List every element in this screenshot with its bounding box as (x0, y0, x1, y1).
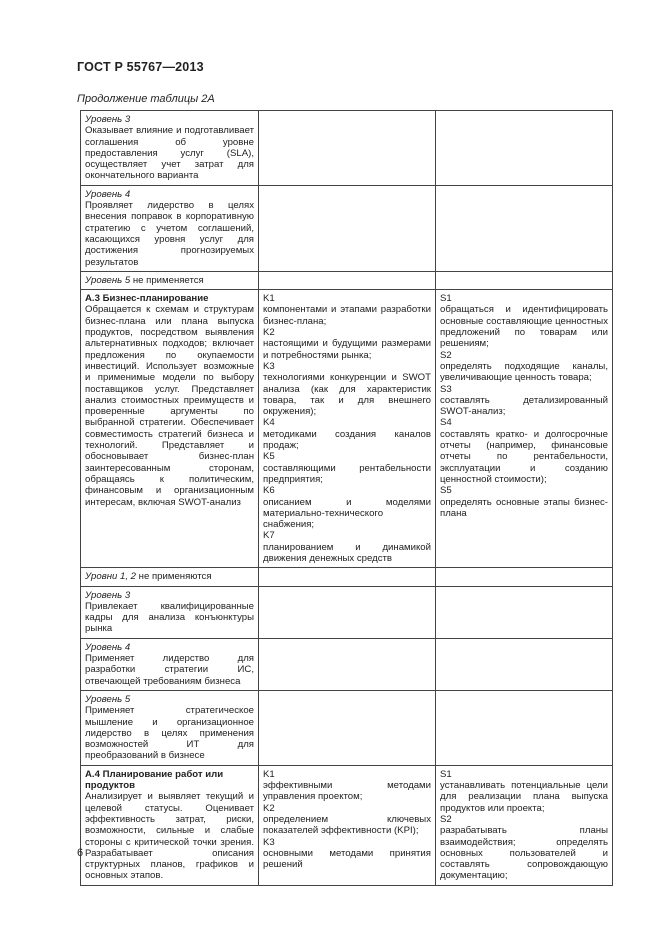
description-cell (81, 586, 259, 638)
knowledge-cell (259, 690, 436, 765)
table-row (81, 690, 613, 765)
skill-code: S1 (440, 293, 452, 305)
knowledge-text: основными методами принятия решений (263, 847, 431, 871)
not-applicable-text: не применяются (136, 571, 212, 583)
knowledge-cell (259, 111, 436, 186)
knowledge-code: K1 (263, 293, 275, 305)
knowledge-code: K2 (263, 327, 275, 339)
description-cell (81, 638, 259, 690)
skill-text: определять подходящие каналы, увеличивающие ценность товара; (440, 360, 608, 384)
knowledge-cell (259, 586, 436, 638)
skills-cell (436, 185, 613, 271)
level-label: Уровень 5 (85, 693, 131, 705)
skills-cell (436, 690, 613, 765)
table-row (81, 765, 613, 885)
skill-text: обращаться и идентифицировать основные составляющие ценностных предложений по товарам или решениям; (440, 304, 608, 350)
knowledge-text: методиками создания каналов продаж; (263, 428, 431, 452)
level-description: Оказывает влияние и подготавливает соглашения об уровне предоставления услуг (SLA), осуществляет учет затрат для окончательного варианта (85, 125, 254, 182)
knowledge-code: K4 (263, 417, 275, 429)
skills-cell (436, 765, 613, 885)
knowledge-text: эффективными методами управления проектом; (263, 780, 431, 803)
skill-code: S4 (440, 417, 452, 429)
level-description: Применяет лидерство для разработки стратегии ИС, отвечающей требованиям бизнеса (85, 653, 254, 687)
skills-cell (436, 111, 613, 186)
level-label: Уровень 3 (85, 114, 131, 125)
document-header: ГОСТ Р 55767—2013 (77, 60, 204, 74)
skill-text: составлять кратко- и долгосрочные отчеты (например, финансовые отчеты по рентабельности, эксплуатации и созданию ценностной стоимости); (440, 428, 608, 485)
knowledge-code: K7 (263, 530, 275, 542)
knowledge-cell (259, 765, 436, 885)
level-label: Уровень 4 (85, 188, 131, 200)
skills-cell (436, 271, 613, 289)
table-row (81, 271, 613, 289)
table-row (81, 586, 613, 638)
table-row (81, 290, 613, 568)
skill-text: составлять детализированный SWOT-анализ; (440, 394, 608, 418)
skill-code: S5 (440, 485, 452, 497)
description-cell (81, 765, 259, 885)
knowledge-cell (259, 568, 436, 586)
description-cell (81, 690, 259, 765)
section-title: А.3 Бизнес-планирование (85, 293, 209, 305)
section-description: Обращается к схемам и структурам бизнес-плана или плана выпуска продуктов, посредством выявления альтернативных подходов; включает предложения по окупаемости инвестиций. Использует возможные и применимые модели по выбору поставщиков услуг. Представляет анализ стоимостных преимуществ и проверенные аргументы по выбранной стратегии. Обеспечивает совместимость стратегий бизнеса и технологий. Представляет и обосновывает бизнес-план заинтересованным сторонам, обращаясь к политическим, финансовым и организационным интересам, включая SWOT-анализ (85, 304, 254, 508)
level-label: Уровни 1, 2 (85, 571, 136, 583)
skills-cell (436, 568, 613, 586)
competence-table (80, 110, 613, 886)
table-row (81, 111, 613, 186)
knowledge-text: определением ключевых показателей эффективности (KPI); (263, 813, 431, 837)
level-label: Уровень 5 (85, 274, 131, 286)
skill-text: определять основные этапы бизнес-плана (440, 496, 608, 519)
table-row (81, 185, 613, 271)
knowledge-text: компонентами и этапами разработки бизнес-плана; (263, 304, 431, 327)
page-number: 6 (77, 847, 84, 859)
level-description: Проявляет лидерство в целях внесения поправок в корпоративную стратегию с учетом соглашений, касающихся уровня услуг для достижения прогнозируемых результатов (85, 200, 254, 268)
description-cell (81, 271, 259, 289)
description-cell (81, 568, 259, 586)
description-cell (81, 290, 259, 568)
level-description: Применяет стратегическое мышление и организационное лидерство в целях применения возможностей ИТ для преобразований в бизнесе (85, 705, 254, 762)
table-caption: Продолжение таблицы 2А (77, 93, 215, 105)
level-label: Уровень 4 (85, 641, 131, 653)
skills-cell (436, 290, 613, 568)
table-row (81, 568, 613, 586)
knowledge-code: K5 (263, 451, 275, 463)
skill-code: S3 (440, 383, 452, 395)
skill-code: S2 (440, 349, 452, 361)
level-not-applicable (85, 571, 254, 582)
knowledge-code: K1 (263, 768, 275, 780)
knowledge-text: технологиями конкуренции и SWOT анализа (как для характеристик товара, так и для внешнего окружения); (263, 372, 431, 418)
level-not-applicable (85, 275, 254, 286)
section-title: А.4 Планирование работ или продуктов (85, 768, 224, 792)
knowledge-text: настоящими и будущими размерами и потребностями рынка; (263, 338, 431, 361)
knowledge-code: K6 (263, 485, 275, 497)
skills-cell (436, 586, 613, 638)
knowledge-text: описанием и моделями материально-технического снабжения; (263, 496, 431, 531)
knowledge-code: K3 (263, 836, 275, 848)
skill-text: устанавливать потенциальные цели для реализации плана выпуска продуктов или проекта; (440, 780, 608, 814)
knowledge-cell (259, 185, 436, 271)
knowledge-cell (259, 290, 436, 568)
skill-code: S2 (440, 813, 452, 825)
skill-text: разрабатывать планы взаимодействия; определять основных пользователей и составлять сопровождающую документацию; (440, 825, 608, 882)
knowledge-cell (259, 271, 436, 289)
knowledge-code: K3 (263, 360, 275, 372)
level-description: Привлекает квалифицированные кадры для анализа конъюнктуры рынка (85, 600, 254, 635)
description-cell (81, 185, 259, 271)
description-cell (81, 111, 259, 186)
not-applicable-text: не применяется (130, 274, 204, 286)
skill-code: S1 (440, 768, 452, 780)
knowledge-cell (259, 638, 436, 690)
level-label: Уровень 3 (85, 589, 131, 601)
table-row (81, 638, 613, 690)
skills-cell (436, 638, 613, 690)
knowledge-text: планированием и динамикой движения денежных средств (263, 541, 431, 564)
knowledge-text: составляющими рентабельности предприятия; (263, 462, 431, 485)
knowledge-code: K2 (263, 802, 275, 814)
section-description: Анализирует и выявляет текущий и целевой статусы. Оценивает эффективность затрат, риски, возможности, сильные и слабые стороны с критической точки зрения. Разрабатывает описания структурных планов, графиков и основных этапов. (85, 791, 254, 882)
